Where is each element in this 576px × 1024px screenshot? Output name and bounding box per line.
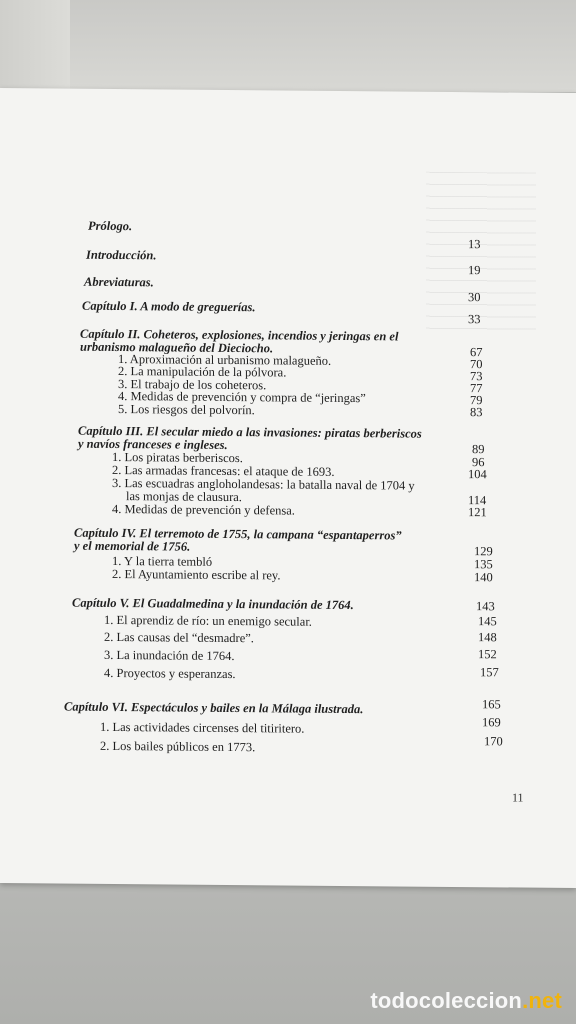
toc-cap4-sec1-page: 135 <box>474 557 493 572</box>
toc-cap1-page: 33 <box>468 312 481 327</box>
toc-cap4-sec1-title: 1. Y la tierra tembló <box>112 553 213 569</box>
toc-cap5-sec3-page: 152 <box>478 647 497 662</box>
toc-cap6-sec1-title: 1. Las actividades circenses del titiritero. <box>100 719 305 736</box>
toc-cap5-sec4-page: 157 <box>480 665 499 680</box>
toc-cap3-sec2-title: 2. Las armadas francesas: el ataque de 1693. <box>112 462 335 479</box>
toc-cap2-sec1-page: 70 <box>470 357 483 372</box>
toc-introduccion-title: Introducción. <box>86 247 157 263</box>
toc-cap3-sec3-page: 114 <box>468 493 487 508</box>
toc-introduccion-page: 19 <box>468 263 481 278</box>
toc-cap2-sec3-title: 3. El trabajo de los coheteros. <box>118 377 267 393</box>
toc-cap3-sec2-page: 104 <box>468 467 487 482</box>
toc-cap5-sec2-page: 148 <box>478 630 497 645</box>
watermark-tld: .net <box>522 988 562 1013</box>
toc-cap2-title: Capítulo II. Coheteros, explosiones, incendios y jeringas en el <box>80 326 399 344</box>
toc-cap2-sec3-page: 77 <box>470 381 483 396</box>
toc-cap2-sec2-page: 73 <box>470 369 483 384</box>
toc-cap5-page: 143 <box>476 599 495 614</box>
toc-cap6-sec1-page: 169 <box>482 715 501 730</box>
toc-cap5-sec4-title: 4. Proyectos y esperanzas. <box>104 665 236 682</box>
toc-cap5-sec2-title: 2. Las causas del “desmadre”. <box>104 629 254 646</box>
toc-cap3-title: Capítulo III. El secular miedo a las invasiones: piratas berberiscos <box>78 423 422 441</box>
toc-abreviaturas-page: 30 <box>468 290 481 305</box>
toc-cap2-page: 67 <box>470 345 483 360</box>
toc-cap2-sec5-page: 83 <box>470 405 483 420</box>
watermark-brand: todocoleccion <box>370 988 523 1013</box>
toc-cap2-sec4-page: 79 <box>470 393 483 408</box>
toc-cap4-page: 129 <box>474 544 493 559</box>
toc-cap2-title-line2: urbanismo malagueño del Dieciocho. <box>80 339 274 356</box>
page-number: 11 <box>512 790 524 805</box>
toc-cap2-sec1-title: 1. Aproximación al urbanismo malagueño. <box>118 352 332 368</box>
toc-cap4-sec2-page: 140 <box>474 570 493 585</box>
toc-cap2-sec4-title: 4. Medidas de prevención y compra de “jeringas” <box>118 389 366 406</box>
toc-cap6-sec2-title: 2. Los bailes públicos en 1773. <box>100 738 256 755</box>
toc-cap5-sec1-title: 1. El aprendiz de río: un enemigo secular. <box>104 612 312 629</box>
toc-cap3-sec3-title: 3. Las escuadras angloholandesas: la batalla naval de 1704 y <box>112 475 415 493</box>
toc-cap3-sec3-title-line2: las monjas de clausura. <box>126 489 242 505</box>
toc-cap2-sec5-title: 5. Los riesgos del polvorín. <box>118 402 255 418</box>
toc-cap4-title-line2: y el memorial de 1756. <box>74 538 191 554</box>
toc-prologo-title: Prólogo. <box>88 218 133 234</box>
toc-cap3-sec1-page: 96 <box>472 455 485 470</box>
toc-cap5-sec1-page: 145 <box>478 614 497 629</box>
toc-cap3-title-line2: y navíos franceses e ingleses. <box>78 436 228 452</box>
toc-cap6-title: Capítulo VI. Espectáculos y bailes en la Málaga ilustrada. <box>64 699 364 717</box>
toc-prologo-page: 13 <box>468 237 481 252</box>
toc-cap6-page: 165 <box>482 697 501 712</box>
watermark-logo <box>370 988 562 1014</box>
toc-cap4-title: Capítulo IV. El terremoto de 1755, la campana “espantaperros” <box>74 525 402 543</box>
toc-cap1-title: Capítulo I. A modo de greguerías. <box>82 298 256 315</box>
toc-cap3-sec4-title: 4. Medidas de prevención y defensa. <box>112 501 295 518</box>
toc-cap6-sec2-page: 170 <box>484 734 503 749</box>
toc-cap3-sec1-title: 1. Los piratas berberiscos. <box>112 449 243 466</box>
toc-cap4-sec2-title: 2. El Ayuntamiento escribe al rey. <box>112 566 281 583</box>
toc-cap3-page: 89 <box>472 442 485 457</box>
toc-cap5-title: Capítulo V. El Guadalmedina y la inundación de 1764. <box>72 595 354 613</box>
book-page <box>0 88 576 888</box>
toc-cap2-sec2-title: 2. La manipulación de la pólvora. <box>118 364 287 380</box>
show-through-text <box>426 172 536 333</box>
toc-cap5-sec3-title: 3. La inundación de 1764. <box>104 647 235 664</box>
background-top <box>70 0 576 92</box>
toc-abreviaturas-title: Abreviaturas. <box>84 274 154 290</box>
toc-cap3-sec4-page: 121 <box>468 505 487 520</box>
